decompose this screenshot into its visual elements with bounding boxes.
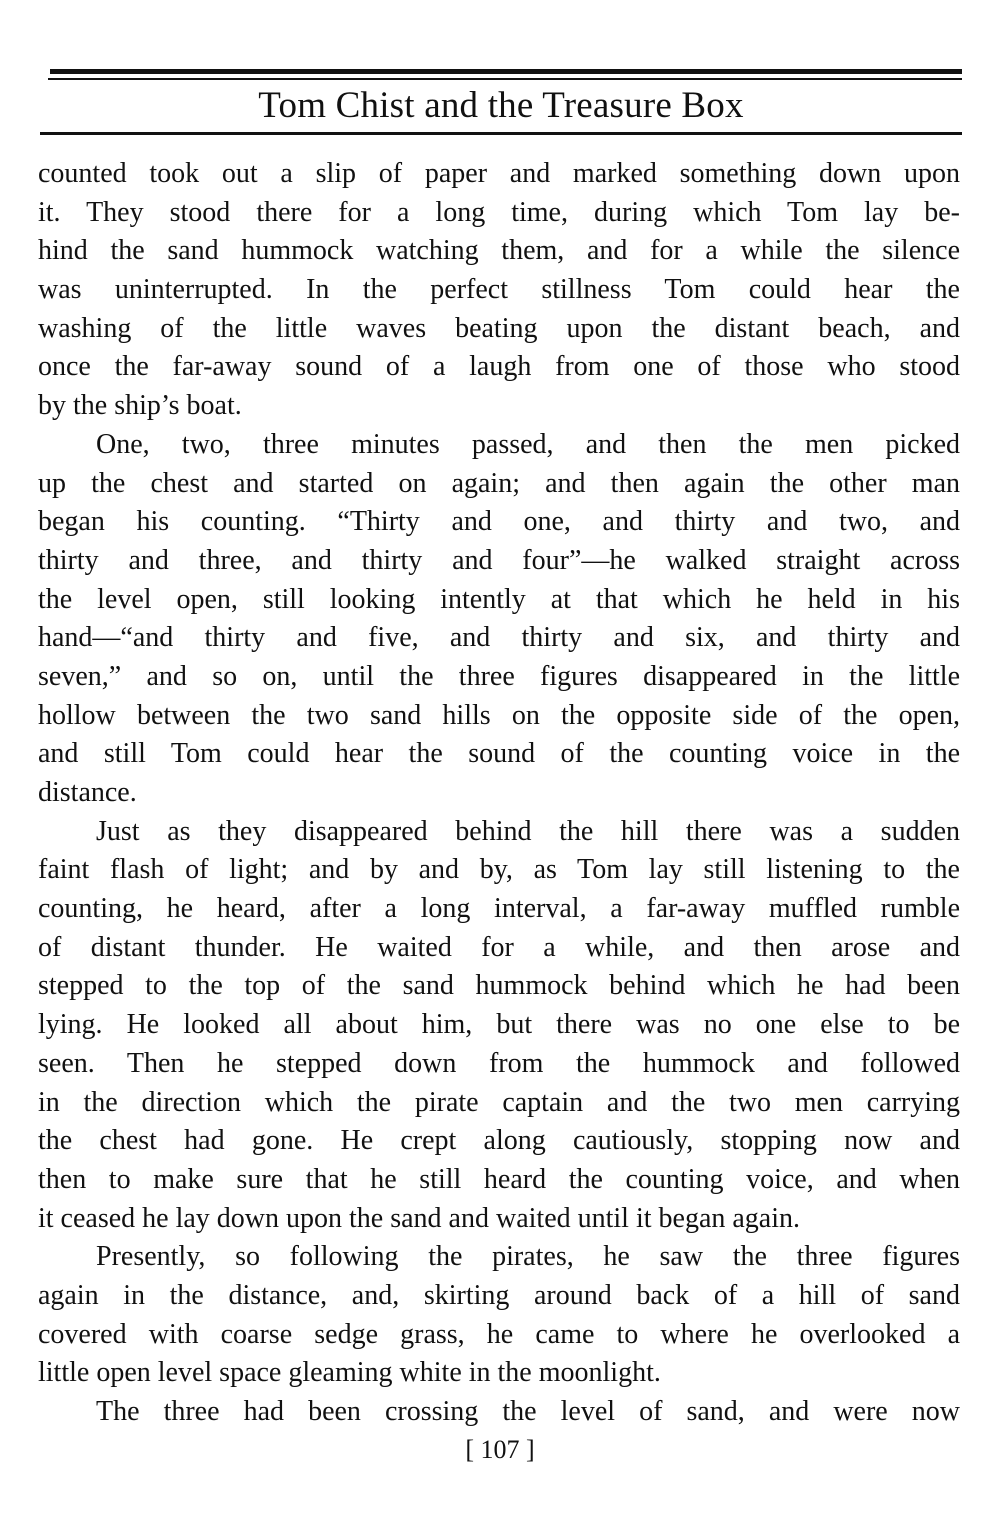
text-line: and still Tom could hear the sound of the counting voice in the: [38, 738, 960, 770]
text-line: hind the sand hummock watching them, and for a while the silence: [38, 235, 960, 267]
text-line: Just as they disappeared behind the hill there was a sudden: [96, 815, 960, 847]
page-number: [ 107 ]: [465, 1435, 535, 1464]
text-line: the chest had gone. He crept along cautiously, stopping now and: [38, 1125, 960, 1157]
text-line: the level open, still looking intently at that which he held in his: [38, 583, 960, 615]
text-line: it. They stood there for a long time, during which Tom lay be-: [38, 196, 960, 228]
paragraph: [38, 1238, 960, 1393]
header-rule-thin: [48, 78, 962, 80]
text-line: thirty and three, and thirty and four”—he walked straight across: [38, 544, 960, 576]
text-line: hand—“and thirty and five, and thirty and six, and thirty and: [38, 622, 960, 654]
text-line: little open level space gleaming white in the moonlight.: [38, 1357, 661, 1389]
text-line: in the direction which the pirate captain and the two men carrying: [38, 1086, 960, 1118]
text-line: washing of the little waves beating upon the distant beach, and: [38, 312, 960, 344]
text-line: Presently, so following the pirates, he saw the three figures: [96, 1241, 960, 1273]
text-line: by the ship’s boat.: [38, 390, 242, 422]
paragraph: [38, 813, 960, 1239]
paragraph: [38, 155, 960, 426]
text-line: counted took out a slip of paper and marked something down upon: [38, 158, 960, 189]
text-line: distance.: [38, 777, 137, 808]
text-line: once the far-away sound of a laugh from one of those who stood: [38, 351, 960, 383]
text-line: was uninterrupted. In the perfect stillness Tom could hear the: [38, 274, 960, 306]
text-line: The three had been crossing the level of sand, and were now: [96, 1396, 960, 1427]
text-line: stepped to the top of the sand hummock behind which he had been: [38, 970, 960, 1002]
paragraph: [38, 1393, 960, 1432]
header-rule-bottom: [40, 132, 962, 135]
text-line: hollow between the two sand hills on the opposite side of the open,: [38, 699, 960, 731]
text-line: faint flash of light; and by and by, as Tom lay still listening to the: [38, 854, 960, 886]
text-line: seen. Then he stepped down from the hummock and followed: [38, 1047, 960, 1079]
text-line: of distant thunder. He waited for a while, and then arose and: [38, 931, 960, 963]
text-line: then to make sure that he still heard the counting voice, and when: [38, 1163, 960, 1195]
running-head: Tom Chist and the Treasure Box: [258, 85, 744, 126]
text-line: One, two, three minutes passed, and then the men picked: [96, 428, 960, 460]
text-line: covered with coarse sedge grass, he came to where he overlooked a: [38, 1318, 960, 1350]
text-line: lying. He looked all about him, but there was no one else to be: [38, 1009, 960, 1041]
text-line: counting, he heard, after a long interval, a far-away muffled rumble: [38, 893, 960, 925]
text-line: up the chest and started on again; and then again the other man: [38, 467, 960, 499]
body-text: [38, 155, 960, 1432]
text-line: again in the distance, and, skirting around back of a hill of sand: [38, 1279, 960, 1311]
text-line: began his counting. “Thirty and one, and thirty and two, and: [38, 506, 960, 538]
text-line: it ceased he lay down upon the sand and waited until it began again.: [38, 1202, 801, 1234]
header-rule-thick: [50, 69, 962, 74]
text-line: seven,” and so on, until the three figures disappeared in the little: [38, 660, 960, 692]
paragraph: [38, 426, 960, 813]
